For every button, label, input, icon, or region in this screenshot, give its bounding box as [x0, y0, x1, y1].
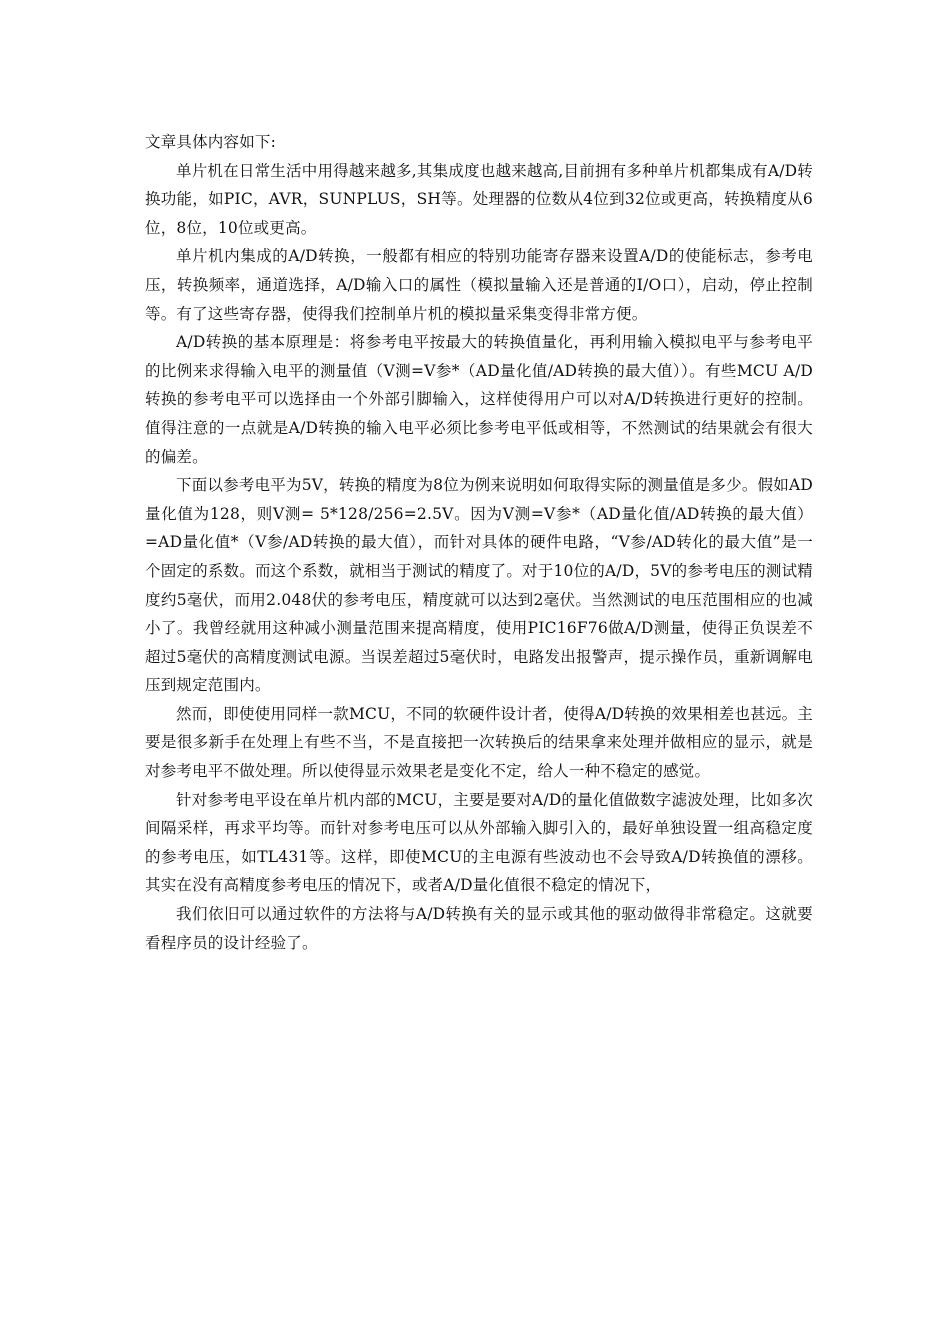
paragraph-conclusion: 我们依旧可以通过软件的方法将与A/D转换有关的显示或其他的驱动做得非常稳定。这就要看程序员的设计经验了。	[145, 905, 813, 952]
article-intro: 文章具体内容如下:	[145, 133, 277, 151]
paragraph-measurement-example: 下面以参考电平为5V，转换的精度为8位为例来说明如何取得实际的测量值是多少。假如AD量化值为128，则V测= 5*128/256=2.5V。因为V测=V参*（AD量化值/AD转换的最大值）=AD量化值*（V参/AD转换的最大值），而针对具体的硬件电路，“V参/AD转化的最大值”是一个固定的系数。而这个系数，就相当于测试的精度了。对于10位的A/D，5V的参考电压的测试精度约5毫伏，而用2.048伏的参考电压，精度就可以达到2毫伏。当然测试的电压范围相应的也减小了。我曾经就用这种减小测量范围来提高精度，使用PIC16F76做A/D测量，使得正负误差不超过5毫伏的高精度测试电源。当误差超过5毫伏时，电路发出报警声，提示操作员，重新调解电压到规定范围内。	[145, 476, 813, 695]
paragraph-ad-principle: A/D转换的基本原理是：将参考电平按最大的转换值量化，再利用输入模拟电平与参考电平的比例来求得输入电平的测量值（V测=V参*（AD量化值/AD转换的最大值））。有些MCU A/D转换的参考电平可以选择由一个外部引脚输入，这样使得用户可以对A/D转换进行更好的控制。值得注意的一点就是A/D转换的输入电平必须比参考电平低或相等，不然测试的结果就会有很大的偏差。	[145, 333, 813, 466]
paragraph-ad-registers: 单片机内集成的A/D转换，一般都有相应的特别功能寄存器来设置A/D的使能标志，参考电压，转换频率，通道选择，A/D输入口的属性（模拟量输入还是普通的I/O口），启动，停止控制等。有了这些寄存器，使得我们控制单片机的模拟量采集变得非常方便。	[145, 247, 813, 323]
article-body	[145, 128, 813, 957]
paragraph-mcu-overview: 单片机在日常生活中用得越来越多,其集成度也越来越高,目前拥有多种单片机都集成有A/D转换功能，如PIC，AVR，SUNPLUS，SH等。处理器的位数从4位到32位或更高，转换精度从6位，8位，10位或更高。	[145, 161, 813, 237]
paragraph-design-differences: 然而，即使使用同样一款MCU，不同的软硬件设计者，使得A/D转换的效果相差也甚远。主要是很多新手在处理上有些不当，不是直接把一次转换后的结果拿来处理并做相应的显示，就是对参考电平不做处理。所以使得显示效果老是变化不定，给人一种不稳定的感觉。	[145, 704, 813, 781]
paragraph-filtering: 针对参考电平设在单片机内部的MCU，主要是要对A/D的量化值做数字滤波处理，比如多次间隔采样，再求平均等。而针对参考电压可以从外部输入脚引入的，最好单独设置一组高稳定度的参考电压，如TL431等。这样，即使MCU的主电源有些波动也不会导致A/D转换值的漂移。其实在没有高精度参考电压的情况下，或者A/D量化值很不稳定的情况下，	[145, 790, 813, 895]
